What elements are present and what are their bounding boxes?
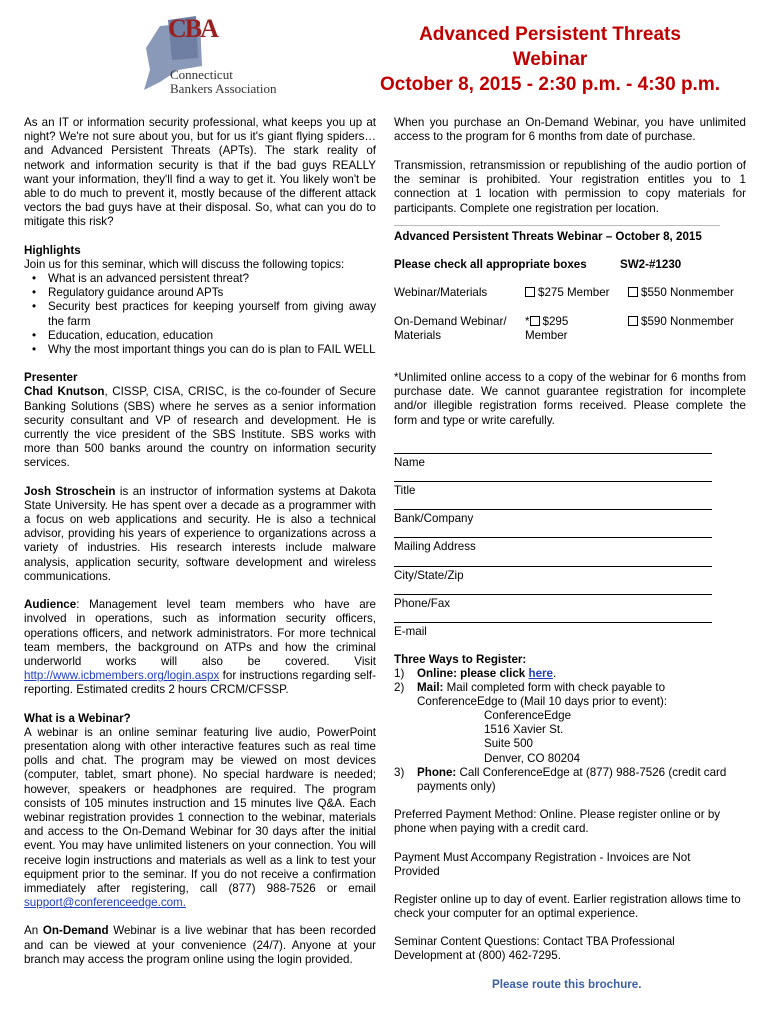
- check-label: Please check all appropriate boxes: [394, 258, 587, 271]
- presenter1-name: Chad Knutson: [24, 385, 105, 399]
- email-field[interactable]: E-mail: [394, 622, 712, 639]
- mail-text: Mail completed form with check payable to: [443, 681, 666, 694]
- online-label: Online: please click: [417, 667, 529, 680]
- register-heading: Three Ways to Register:: [394, 653, 527, 666]
- address-line: Denver, CO 80204: [484, 751, 581, 765]
- route-note: Please route this brochure.: [492, 978, 642, 991]
- program-code: SW2-#1230: [620, 258, 682, 271]
- form-title: Advanced Persistent Threats Webinar – October 8, 2015: [394, 230, 702, 243]
- logo-org-line2: Bankers Association: [170, 81, 277, 96]
- icb-members-link[interactable]: http://www.icbmembers.org/login.aspx: [24, 669, 220, 683]
- webinar-heading: What is a Webinar?: [24, 711, 131, 725]
- row2-member-label: Member: [525, 329, 568, 343]
- name-field[interactable]: Name: [394, 453, 712, 470]
- page-title: Advanced Persistent Threats: [419, 24, 681, 45]
- row1-nonmember-price: $550 Nonmember: [641, 286, 734, 299]
- checkbox[interactable]: [530, 316, 540, 326]
- register-option-mail: [394, 681, 754, 765]
- presenter-heading: Presenter: [24, 371, 78, 385]
- intro-paragraph: As an IT or information security professional, what keeps you up at night? We're not sure about you, but for us it's giant flying spiders… and Advanced Persistent Threats (APTs). The stark reality of network and information security is that if the bad guys REALLY want your information, they'll find a way to get it. You likely won't be able to do much to prevent it, mostly because of the different attack vectors the bad guys have at their disposal. So, what can you do to mitigate this risk?: [24, 116, 376, 229]
- audience-label: Audience: [24, 598, 77, 612]
- row2-member-option[interactable]: [525, 315, 568, 343]
- highlights-heading: Highlights: [24, 243, 81, 257]
- option-number: 2): [394, 681, 405, 694]
- ondemand-text: An: [24, 924, 43, 938]
- ondemand-text-2: Webinar is a live webinar that has been recorded and can be viewed at your convenience (24/7). Anyone at your branch may access the program online using the login provided.: [24, 924, 376, 966]
- audience-text: : Management level team members who have are involved in operations, such as information security officers, operations officers, and network administrators. For more technical team members, the background on ATPs and how the criminal underworld works will also be covered. Visit: [24, 598, 376, 668]
- logo-org-line1: Connecticut: [170, 67, 233, 82]
- presenter2-name: Josh Stroschein: [24, 484, 116, 498]
- period: .: [552, 667, 557, 680]
- webinar-paragraph: [24, 726, 376, 911]
- mailing-address-block: [484, 709, 580, 766]
- list-item: • Security best practices for keeping yourself from giving away the farm: [48, 300, 376, 328]
- address-line: ConferenceEdge: [484, 709, 572, 722]
- asterisk: *: [525, 315, 530, 328]
- bank-company-field[interactable]: Bank/Company: [394, 509, 712, 526]
- left-column: [24, 116, 376, 967]
- checkbox[interactable]: [628, 287, 638, 297]
- row2-label: [394, 315, 507, 343]
- phone-fax-field[interactable]: Phone/Fax: [394, 594, 712, 611]
- logo: [138, 8, 298, 100]
- presenter1-bio: , CISSP, CISA, CRISC, is the co-founder of Secure Banking Solutions (SBS) where he serves as a senior information security consultant and VP of research and development. He is currently the vice president of the SBS Institute. SBS works with more than 500 banks around the country on information security services.: [24, 385, 376, 470]
- phone-text: Call ConferenceEdge at (877) 988-7526 (credit card: [456, 766, 727, 779]
- row1-label: Webinar/Materials: [394, 286, 488, 299]
- option-number: 3): [394, 766, 405, 779]
- transmission-paragraph: Transmission, retransmission or republishing of the audio portion of the seminar is prohibited. Your registration entitles you to 1 connection at 1 location with permission to copy materials for participants. Complete one registration per location.: [394, 159, 746, 215]
- option-number: 1): [394, 667, 405, 680]
- row2-nonmember-option[interactable]: [628, 315, 734, 329]
- ondemand-bold: On-Demand: [42, 924, 109, 938]
- row1-nonmember-option[interactable]: [628, 286, 734, 300]
- highlights-list: [24, 272, 376, 357]
- row1-member-option[interactable]: [525, 286, 610, 300]
- row2-member-price: $295: [542, 315, 569, 328]
- mailing-address-field[interactable]: Mailing Address: [394, 537, 712, 554]
- support-email-link[interactable]: support@conferenceedge.com.: [24, 896, 186, 910]
- list-item: • What is an advanced persistent threat?: [48, 272, 376, 286]
- row2-label-line1: On-Demand Webinar/: [394, 315, 507, 328]
- logo-letters: CBA: [168, 14, 217, 43]
- presenter2-paragraph: [24, 485, 376, 584]
- mail-label: Mail:: [417, 681, 444, 694]
- register-option-online: [394, 667, 557, 681]
- presenter2-bio: is an instructor of information systems at Dakota State University. He has spent over a decade as a programmer with a focus on web applications and security. He is also a technical advisor, providing his years of experience to organizations across a variety of industries. His research interests include malware analysis, application security, software development and wireless communications.: [24, 484, 376, 583]
- preferred-payment: Preferred Payment Method: Online. Please register online or by phone when paying with a credit card.: [394, 808, 721, 836]
- checkbox[interactable]: [628, 316, 638, 326]
- divider: [394, 225, 720, 226]
- list-item: • Regulatory guidance around APTs: [48, 286, 376, 300]
- page-subtitle: Webinar: [512, 49, 588, 70]
- register-online-note: Register online up to day of event. Earlier registration allows time to check your computer for an optimal experience.: [394, 893, 741, 921]
- city-state-zip-field[interactable]: City/State/Zip: [394, 566, 712, 583]
- event-date: October 8, 2015 - 2:30 p.m. - 4:30 p.m.: [379, 74, 720, 95]
- address-line: 1516 Xavier St.: [484, 723, 564, 737]
- title-field[interactable]: Title: [394, 481, 712, 498]
- unlimited-note: *Unlimited online access to a copy of the webinar for 6 months from purchase date. We cannot guarantee registration for incomplete and/or illegible registration forms received. Please complete the form and type or write carefully.: [394, 371, 746, 427]
- row2-nonmember-price: $590 Nonmember: [641, 315, 734, 328]
- ondemand-paragraph: [24, 924, 376, 967]
- list-item: • Education, education, education: [48, 329, 376, 343]
- payment-notice: Payment Must Accompany Registration - Invoices are Not Provided: [394, 851, 691, 879]
- register-option-phone: [394, 766, 754, 793]
- register-here-link[interactable]: here: [528, 667, 553, 680]
- webinar-text: A webinar is an online seminar featuring live audio, PowerPoint presentation along with other interactive features such as real time polls and chat. The program may be viewed on most devices (computer, tablet, smart phone). No special hardware is needed; however, speakers or headphones are required. The program consists of 105 minutes instruction and 15 minutes live Q&A. Each webinar registration provides 1 connection to the webinar, materials and access to the On-Demand Webinar for 30 days after the initial event. You may have unlimited listeners on your connection. You will receive login instructions and materials as well as a link to test your equipment prior to the seminar. If you do not receive a confirmation immediately after registering, call (877) 988-7526 or email: [24, 725, 376, 895]
- row1-member-price: $275 Member: [538, 286, 610, 299]
- presenter1-paragraph: [24, 385, 376, 470]
- highlights-intro: Join us for this seminar, which will discuss the following topics:: [24, 257, 345, 271]
- purchase-paragraph: When you purchase an On-Demand Webinar, you have unlimited access to the program for 6 months from date of purchase.: [394, 116, 746, 144]
- row2-label-line2: Materials: [394, 329, 442, 343]
- phone-label: Phone:: [417, 766, 457, 779]
- checkbox[interactable]: [525, 287, 535, 297]
- audience-text-2: for instructions regarding self-reporting. Estimated credits 2 hours CRCM/CFSSP.: [24, 669, 376, 697]
- address-line: Suite 500: [484, 737, 533, 751]
- audience-paragraph: [24, 598, 376, 697]
- list-item: • Why the most important things you can do is plan to FAIL WELL: [48, 343, 376, 357]
- questions-contact: Seminar Content Questions: Contact TBA Professional Development at (800) 462-7295.: [394, 935, 675, 963]
- mail-text-line2: ConferenceEdge to (Mail 10 days prior to event):: [417, 695, 668, 708]
- phone-text-line2: payments only): [417, 780, 496, 793]
